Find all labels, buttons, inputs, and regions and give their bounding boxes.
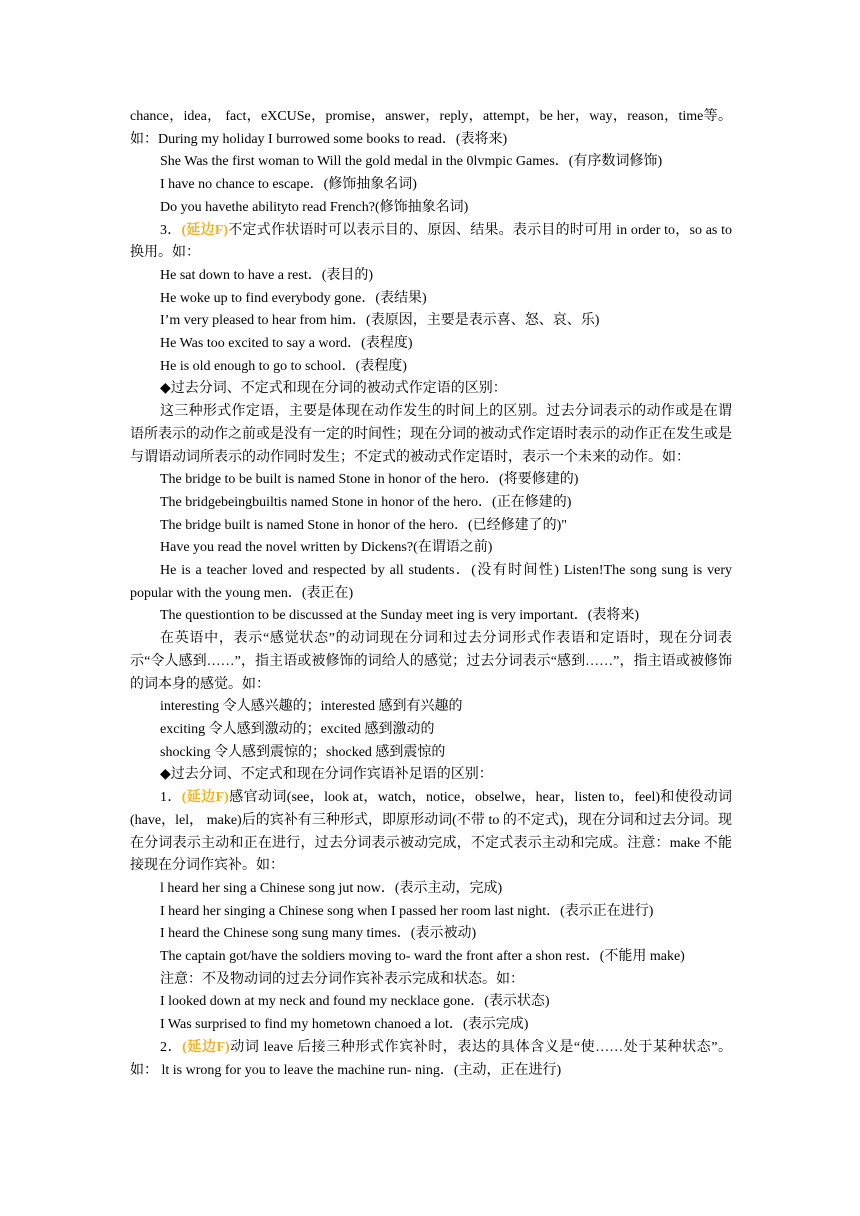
paragraph-text: interesting 令人感兴趣的；interested 感到有兴趣的 bbox=[160, 699, 463, 715]
vocab-pair bbox=[130, 742, 732, 765]
example-sentence bbox=[130, 923, 732, 946]
paragraph-text: The bridge to be built is named Stone in honor of the hero．(将要修建的) bbox=[160, 472, 579, 488]
example-sentence bbox=[130, 515, 732, 538]
source-tag: (延边F) bbox=[181, 790, 229, 806]
point-number: 1． bbox=[160, 790, 182, 806]
example-sentence bbox=[130, 605, 732, 628]
paragraph-text: 动词 leave 后接三种形式作宾补时，表达的具体含义是“使……处于某种状态”。如： lt is wrong for you to leave the machine run- ning．(主动，正在进行) bbox=[130, 1039, 732, 1078]
example-sentence bbox=[130, 946, 732, 969]
example-sentence bbox=[130, 197, 732, 220]
source-tag: (延边F) bbox=[182, 1039, 230, 1055]
paragraph-text: I have no chance to escape．(修饰抽象名词) bbox=[160, 177, 417, 193]
example-sentence bbox=[130, 310, 732, 333]
paragraph-text: I heard the Chinese song sung many times．(表示被动) bbox=[160, 926, 477, 942]
numbered-point bbox=[130, 220, 732, 265]
vocab-pair bbox=[130, 719, 732, 742]
paragraph-text: I Was surprised to find my hometown chanoed a lot．(表示完成) bbox=[160, 1017, 529, 1033]
section-heading bbox=[130, 378, 732, 401]
paragraph-text: chance，idea， fact，eXCUSe，promise，answer，reply，attempt，be her，way，reason，time等。如：During my holiday I burrowed some books to read．(表将来) bbox=[130, 109, 732, 147]
example-sentence bbox=[130, 492, 732, 515]
paragraph-text: 这三种形式作定语，主要是体现在动作发生的时间上的区别。过去分词表示的动作或是在谓语所表示的动作之前或是没有一定的时间性；现在分词的被动式作定语时表示的动作正在发生或是与谓语动词所表示的动作同时发生；不定式的被动式作定语时，表示一个未来的动作。如： bbox=[130, 404, 732, 465]
paragraph-text: ◆过去分词、不定式和现在分词作宾语补足语的区别： bbox=[160, 767, 493, 783]
paragraph-text: The questiontion to be discussed at the Sunday meet ing is very important．(表将来) bbox=[160, 608, 640, 624]
section-heading bbox=[130, 764, 732, 787]
example-sentence bbox=[130, 265, 732, 288]
numbered-point bbox=[130, 787, 732, 878]
source-tag: (延边F) bbox=[181, 222, 229, 238]
paragraph-text: 感官动词(see，look at，watch，notice，obselwe，hear，listen to，feel)和使役动词(have，lel， make)后的宾补有三种形式，即原形动词(不带 to 的不定式)，现在分词和过去分词。现在分词表示主动和正在进行，过去分词表示被动完成，不定式表示主动和完成。注意：make 不能接现在分词作宾补。如： bbox=[130, 790, 732, 874]
paragraph-text: shocking 令人感到震惊的；shocked 感到震惊的 bbox=[160, 744, 446, 760]
paragraph-text: He is old enough to go to school．(表程度) bbox=[160, 358, 407, 374]
paragraph-text: He is a teacher loved and respected by all students．(没有时间性) Listen!The song sung is very popular with the young men．(表正在) bbox=[130, 563, 732, 601]
example-sentence bbox=[130, 288, 732, 311]
document-body bbox=[130, 106, 732, 1082]
example-sentence bbox=[130, 356, 732, 379]
paragraph-text: He sat down to have a rest．(表目的) bbox=[160, 267, 374, 283]
example-sentence bbox=[130, 537, 732, 560]
paragraph-text: 不定式作状语时可以表示目的、原因、结果。表示目的时可用 in order to，so as to 换用。如： bbox=[130, 222, 732, 261]
numbered-point bbox=[130, 1037, 732, 1082]
point-number: 3． bbox=[160, 222, 182, 238]
paragraph-text: He Was too excited to say a word．(表程度) bbox=[160, 336, 413, 352]
paragraph-text: 在英语中，表示“感觉状态”的动词现在分词和过去分词形式作表语和定语时，现在分词表示“令人感到……”，指主语或被修饰的词给人的感觉；过去分词表示“感到……”，指主语或被修饰的词本身的感觉。如： bbox=[130, 631, 732, 692]
paragraph-text: 注意：不及物动词的过去分词作宾补表示完成和状态。如： bbox=[160, 971, 524, 987]
paragraph bbox=[130, 401, 732, 469]
paragraph-text: l heard her sing a Chinese song jut now．(表示主动，完成) bbox=[160, 880, 503, 896]
example-sentence bbox=[130, 991, 732, 1014]
point-number: 2． bbox=[160, 1039, 183, 1055]
paragraph-text: I’m very pleased to hear from him．(表原因，主要是表示喜、怒、哀、乐) bbox=[160, 313, 600, 329]
example-sentence bbox=[130, 174, 732, 197]
example-sentence bbox=[130, 878, 732, 901]
paragraph-text: Do you havethe abilityto read French?(修饰抽象名词) bbox=[160, 199, 469, 215]
example-sentence bbox=[130, 469, 732, 492]
paragraph-text: He woke up to find everybody gone．(表结果) bbox=[160, 290, 427, 306]
paragraph bbox=[130, 106, 732, 151]
example-sentence bbox=[130, 333, 732, 356]
paragraph-text: She Was the first woman to Will the gold medal in the 0lvmpic Games．(有序数词修饰) bbox=[160, 154, 663, 170]
paragraph-text: The bridgebeingbuiltis named Stone in honor of the hero．(正在修建的) bbox=[160, 494, 572, 510]
paragraph-text: The captain got/have the soldiers moving to- ward the front after a shon rest．(不能用 make) bbox=[160, 949, 685, 965]
paragraph-text: The bridge built is named Stone in honor of the hero．(已经修建了的)" bbox=[160, 517, 567, 533]
vocab-pair bbox=[130, 696, 732, 719]
example-sentence bbox=[130, 901, 732, 924]
paragraph-text: I heard her singing a Chinese song when I passed her room last night．(表示正在进行) bbox=[160, 903, 654, 919]
example-sentence bbox=[130, 560, 732, 605]
paragraph-text: ◆过去分词、不定式和现在分词的被动式作定语的区别： bbox=[160, 381, 507, 397]
paragraph-text: I looked down at my neck and found my necklace gone．(表示状态) bbox=[160, 994, 550, 1010]
paragraph-text: exciting 令人感到激动的；excited 感到激动的 bbox=[160, 721, 435, 737]
example-sentence bbox=[130, 1014, 732, 1037]
example-sentence bbox=[130, 151, 732, 174]
note bbox=[130, 969, 732, 992]
paragraph-text: Have you read the novel written by Dickens?(在谓语之前) bbox=[160, 540, 493, 556]
paragraph bbox=[130, 628, 732, 696]
